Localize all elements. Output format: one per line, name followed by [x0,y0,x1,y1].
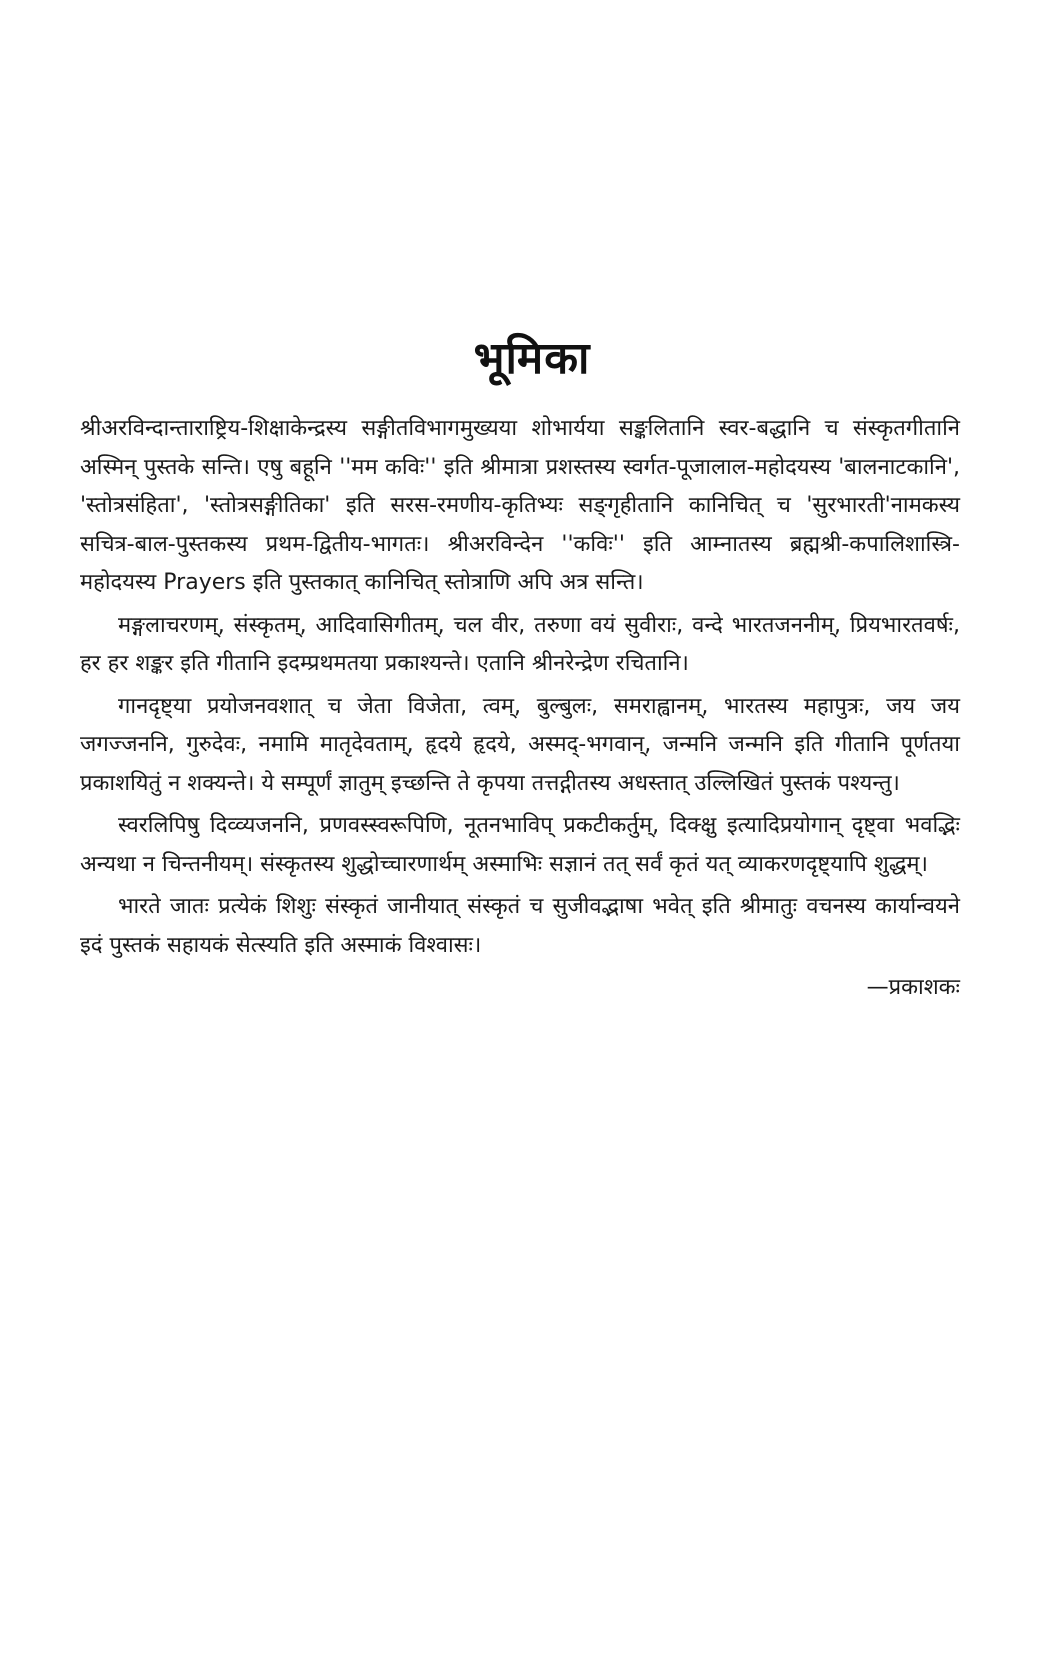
paragraph-4: स्वरलिपिषु दिव्व्यजननि, प्रणवस्स्वरूपिणि, नूतनभाविप् प्रकटीकर्तुम्, दिक्क्षु इत्यादिप्रयोगान् दृष्ट्वा भवद्भिः अन्यथा न चिन्तनीयम्। संस्कृतस्य शुद्धोच्चारणार्थम् अस्माभिः सज्ञानं तत् सर्वं कृतं यत् व्याकरणदृष्ट्यापि शुद्धम्। [80,813,960,877]
paragraph-5: भारते जातः प्रत्येकं शिशुः संस्कृतं जानीयात् संस्कृतं च सुजीवद्भाषा भवेत् इति श्रीमातुः वचनस्य कार्यान्वयने इदं पुस्तकं सहायकं सेत्स्यति इति अस्माकं विश्वासः। [80,894,960,958]
paragraph-3: गानदृष्ट्या प्रयोजनवशात् च जेता विजेता, त्वम्, बुल्बुलः, समराह्वानम्, भारतस्य महापुत्रः, जय जय जगज्जननि, गुरुदेवः, नमामि मातृदेवताम्, हृदये हृदये, अस्मद्-भगवान्, जन्मनि जन्मनि इति गीतानि पूर्णतया प्रकाशयितुं न शक्यन्ते। ये सम्पूर्णं ज्ञातुम् इच्छन्ति ते कृपया तत्तद्गीतस्य अधस्तात् उल्लिखितं पुस्तकं पश्यन्तु। [80,693,960,796]
document-body [80,410,960,1008]
publisher-signature: —प्रकाशकः [866,975,960,1000]
paragraph-1: श्रीअरविन्दान्ताराष्ट्रिय-शिक्षाकेन्द्रस्य सङ्गीतविभागमुख्यया शोभार्यया सङ्कलितानि स्वर-बद्धानि च संस्कृतगीतानि अस्मिन् पुस्तके सन्ति। एषु बहूनि ''मम कविः'' इति श्रीमात्रा प्रशस्तस्य स्वर्गत-पूजालाल-महोदयस्य 'बालनाटकानि', 'स्तोत्रसंहिता', 'स्तोत्रसङ्गीतिका' इति सरस-रमणीय-कृतिभ्यः सङ्गृहीतानि कानिचित् च 'सुरभारती'नामकस्य सचित्र-बाल-पुस्तकस्य प्रथम-द्वितीय-भागतः। श्रीअरविन्देन ''कविः'' इति आम्नातस्य ब्रह्मश्री-कपालिशास्त्रि-महोदयस्य Prayers इति पुस्तकात् कानिचित् स्तोत्राणि अपि अत्र सन्ति। [80,416,960,595]
page-title: भूमिका [473,333,591,384]
paragraph-2: मङ्गलाचरणम्, संस्कृतम्, आदिवासिगीतम्, चल वीर, तरुणा वयं सुवीराः, वन्दे भारतजननीम्, प्रियभारतवर्षः, हर हर शङ्कर इति गीतानि इदम्प्रथमतया प्रकाश्यन्ते। एतानि श्रीनरेन्द्रेण रचितानि। [80,612,960,676]
